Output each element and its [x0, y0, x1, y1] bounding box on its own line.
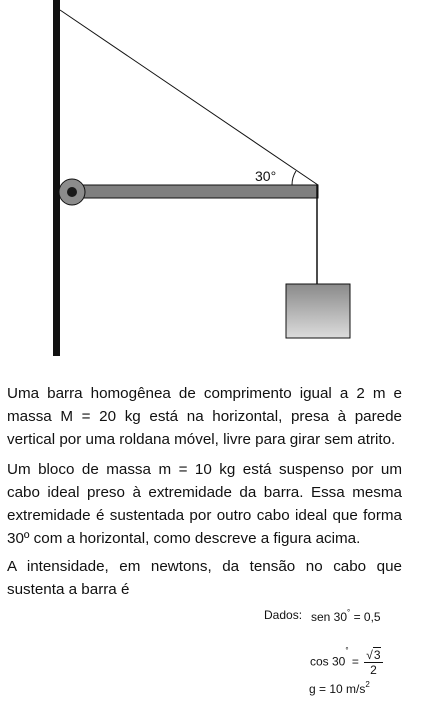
g-exponent: 2 — [365, 680, 370, 689]
cos-eq: = — [351, 654, 359, 669]
sen-value: = 0,5 — [353, 610, 381, 624]
cos-30-formula — [310, 648, 383, 677]
problem-paragraph-2: Um bloco de massa m = 10 kg está suspenso por um cabo ideal preso à extremidade da barra. Essa mesma extremidade é sustentada por outro cabo ideal que forma 30º com a horizontal, como descreve a figura acima. — [7, 461, 402, 547]
suspended-block — [286, 284, 350, 338]
problem-paragraph-1: Uma barra homogênea de comprimento igual a 2 m e massa M = 20 kg está na horizontal, presa à parede vertical por uma roldana móvel, livre para girar sem atrito. — [7, 385, 402, 448]
angle-label: 30° — [255, 168, 277, 184]
problem-question: A intensidade, em newtons, da tensão no cabo que sustenta a barra é — [7, 558, 402, 598]
sen-30-formula — [311, 610, 381, 624]
angle-arc — [292, 171, 296, 185]
cos-denominator: 2 — [370, 663, 377, 677]
support-cable — [60, 10, 318, 185]
degree-sign: ° — [345, 646, 349, 655]
cos-numerator: 3 — [373, 648, 381, 662]
horizontal-bar — [72, 185, 318, 198]
cos-prefix: cos 30 — [310, 654, 346, 669]
sqrt3-over-2: $\frac{√3}{2}$ — [366, 648, 381, 677]
vertical-wall — [53, 0, 60, 356]
degree-sign: ° — [347, 608, 351, 617]
gravity-formula — [309, 682, 370, 696]
sen-prefix: sen 30 — [311, 610, 348, 624]
g-text: g = 10 m/s — [309, 682, 366, 696]
dados-label: Dados: — [264, 608, 303, 622]
pulley-axle — [67, 187, 77, 197]
